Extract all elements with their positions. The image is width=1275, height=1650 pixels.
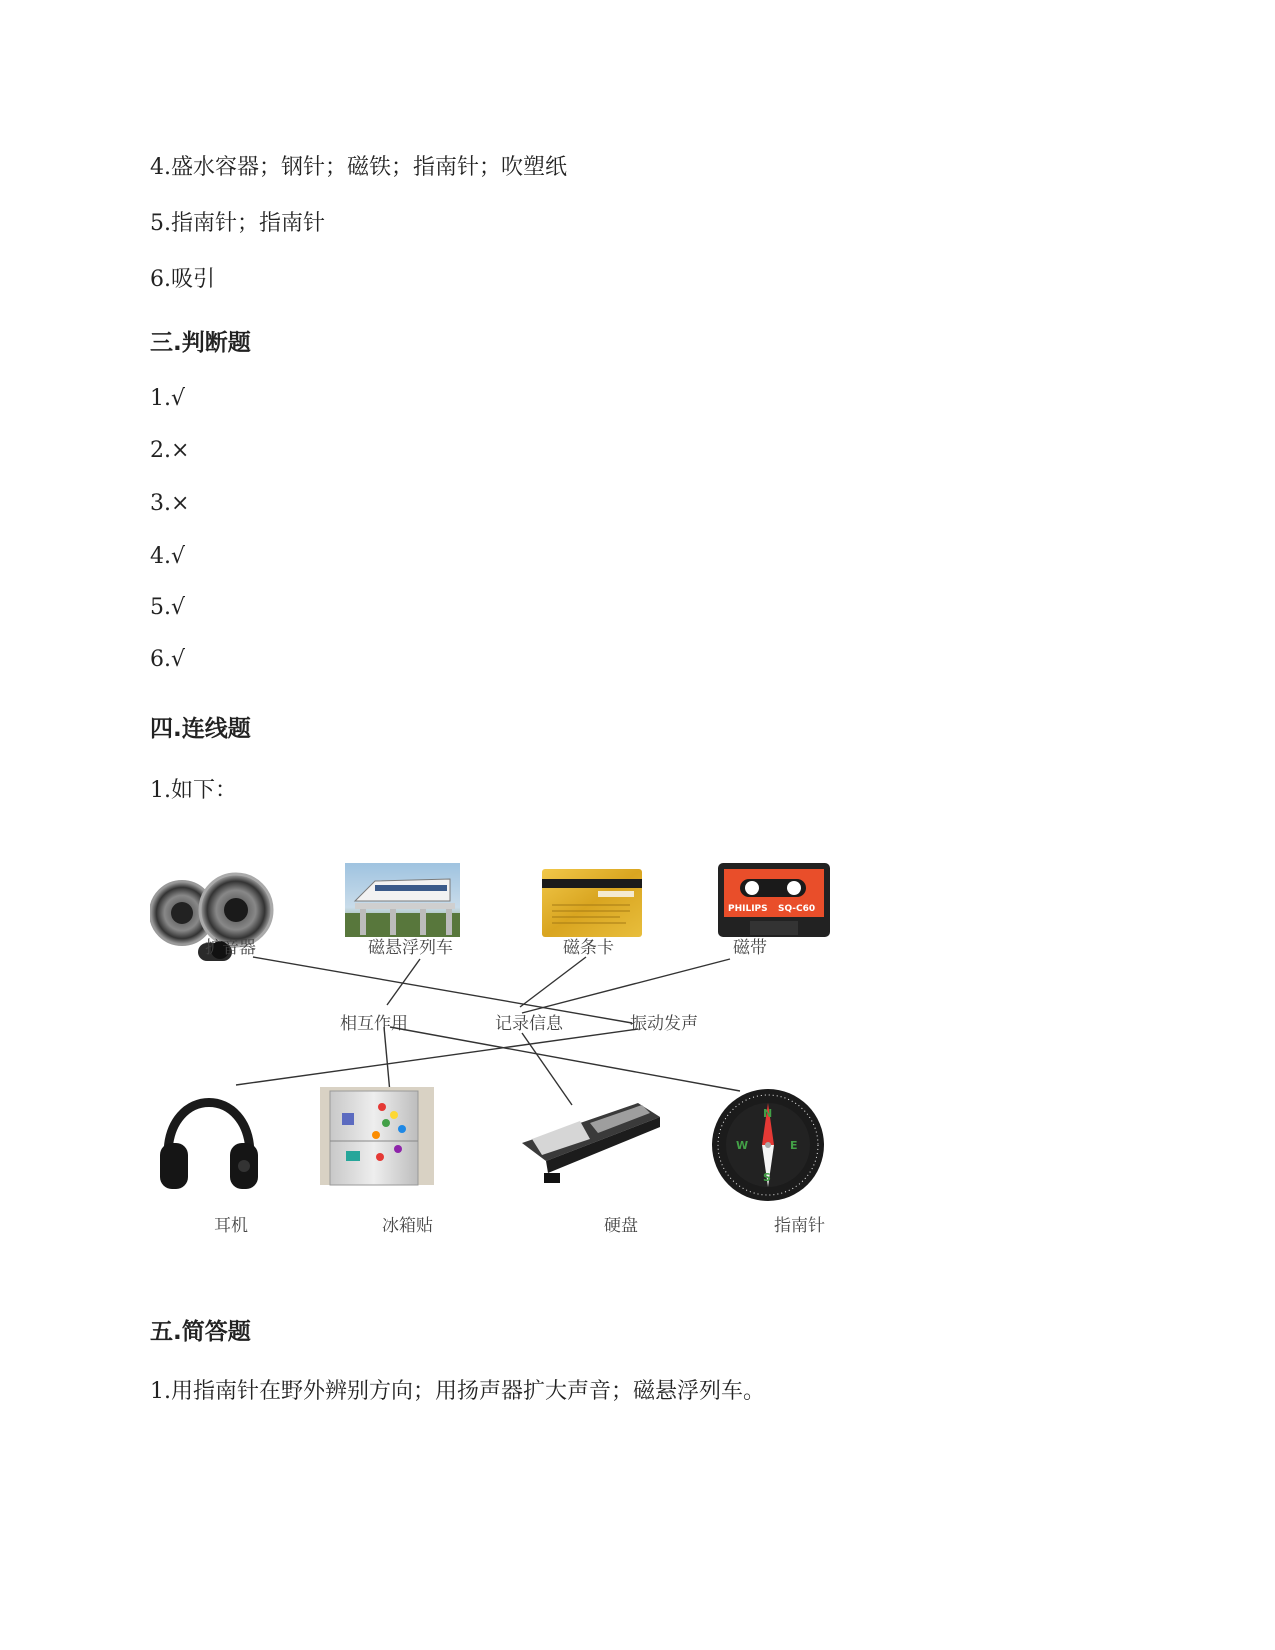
compass-south: S <box>763 1171 771 1184</box>
cassette-brand: PHILIPS <box>728 904 768 914</box>
line-interaction-compass <box>390 1027 740 1091</box>
compass-east: E <box>790 1139 798 1152</box>
magnetic-card-image <box>542 869 642 937</box>
short-answer-1: 1.用指南针在野外辨别方向；用扬声器扩大声音；磁悬浮列车。 <box>150 1379 765 1404</box>
label-mid-vibration-sound: 振动发声 <box>630 1014 698 1034</box>
judgement-answer: 6.√ <box>150 647 186 672</box>
label-top-magnetic-card: 磁条卡 <box>563 938 614 958</box>
section-heading-matching: 四.连线题 <box>150 716 251 742</box>
label-bottom-hard-disk: 硬盘 <box>604 1216 638 1236</box>
maglev-train-image <box>345 863 460 937</box>
label-mid-interaction: 相互作用 <box>340 1014 408 1034</box>
section-heading-judgement: 三.判断题 <box>150 330 251 356</box>
label-top-maglev: 磁悬浮列车 <box>368 938 453 958</box>
headphone-image <box>160 1103 258 1190</box>
judgement-answer: 2.× <box>150 438 190 463</box>
fridge-magnet-image <box>320 1087 434 1185</box>
fill-answer-4: 4.盛水容器；钢针；磁铁；指南针；吹塑纸 <box>150 155 567 180</box>
fill-answer-6: 6.吸引 <box>150 267 215 292</box>
cassette-image <box>718 863 830 937</box>
line-maglev-interaction <box>387 959 420 1005</box>
compass-west: W <box>736 1139 749 1152</box>
label-top-cassette: 磁带 <box>733 938 767 958</box>
section-heading-short-answer: 五.简答题 <box>150 1319 251 1345</box>
label-bottom-headphone: 耳机 <box>214 1216 248 1236</box>
judgement-answer: 1.√ <box>150 386 186 411</box>
compass-north: N <box>763 1107 773 1120</box>
judgement-answer: 5.√ <box>150 595 186 620</box>
label-top-amplifier: 扩音器 <box>205 938 256 958</box>
judgement-answer: 3.× <box>150 491 190 516</box>
matching-diagram <box>150 855 870 1305</box>
compass-image <box>712 1089 824 1201</box>
judgement-answer: 4.√ <box>150 544 186 569</box>
label-bottom-compass: 指南针 <box>774 1216 825 1236</box>
line-vibration-headphone <box>236 1029 638 1085</box>
cassette-model: SQ-C60 <box>778 904 816 914</box>
label-mid-record-info: 记录信息 <box>495 1014 563 1034</box>
hard-disk-image <box>522 1103 660 1183</box>
line-interaction-fridge <box>384 1027 390 1093</box>
line-cassette-record <box>522 959 730 1013</box>
line-amplifier-vibration <box>253 957 632 1023</box>
matching-intro: 1.如下： <box>150 778 237 803</box>
label-bottom-fridge-magnet: 冰箱贴 <box>382 1216 433 1236</box>
fill-answer-5: 5.指南针；指南针 <box>150 211 325 236</box>
